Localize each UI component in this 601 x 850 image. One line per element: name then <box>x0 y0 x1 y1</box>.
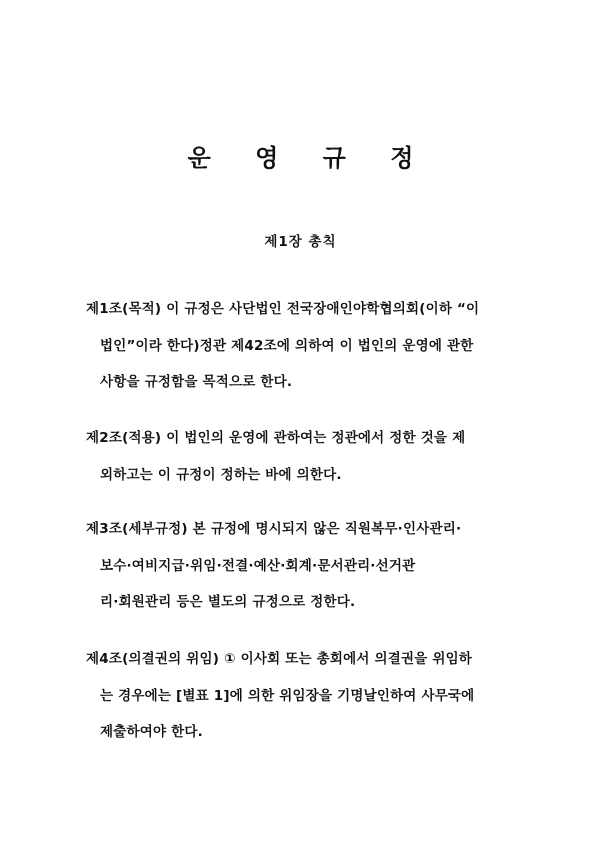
article-line: 법인”이라 한다)정관 제42조에 의하여 이 법인의 운영에 관한 <box>100 337 474 354</box>
article-line: 보수·여비지급·위임·전결·예산·회계·문서관리·선거관 <box>100 557 416 574</box>
article-line: 리·회원관리 등은 별도의 규정으로 정한다. <box>100 594 356 610</box>
article-line: 외하고는 이 규정이 정하는 바에 의한다. <box>100 466 342 483</box>
article-2 <box>86 428 526 485</box>
article-line: 제3조(세부규정) 본 규정에 명시되지 않은 직원복무·인사관리· <box>86 521 462 537</box>
article-line: 사항을 규정함을 목적으로 한다. <box>100 374 293 390</box>
article-line: 제4조(의결권의 위임) ① 이사회 또는 총회에서 의결권을 위임하 <box>86 651 473 667</box>
article-line: 제1조(목적) 이 규정은 사단법인 전국장애인야학협의회(이하 “이 <box>86 301 480 317</box>
article-line: 는 경우에는 [별표 1]에 의한 위임장을 기명날인하여 사무국에 <box>100 687 475 704</box>
chapter-heading: 제1장 총칙 <box>264 234 337 250</box>
article-3 <box>86 519 526 612</box>
article-1 <box>86 299 526 392</box>
article-line: 제출하여야 한다. <box>100 724 203 740</box>
article-line: 제2조(적용) 이 법인의 운영에 관하여는 정관에서 정한 것을 제 <box>86 430 466 446</box>
document-title: 운 영 규 정 <box>187 144 432 172</box>
article-4 <box>86 649 526 742</box>
